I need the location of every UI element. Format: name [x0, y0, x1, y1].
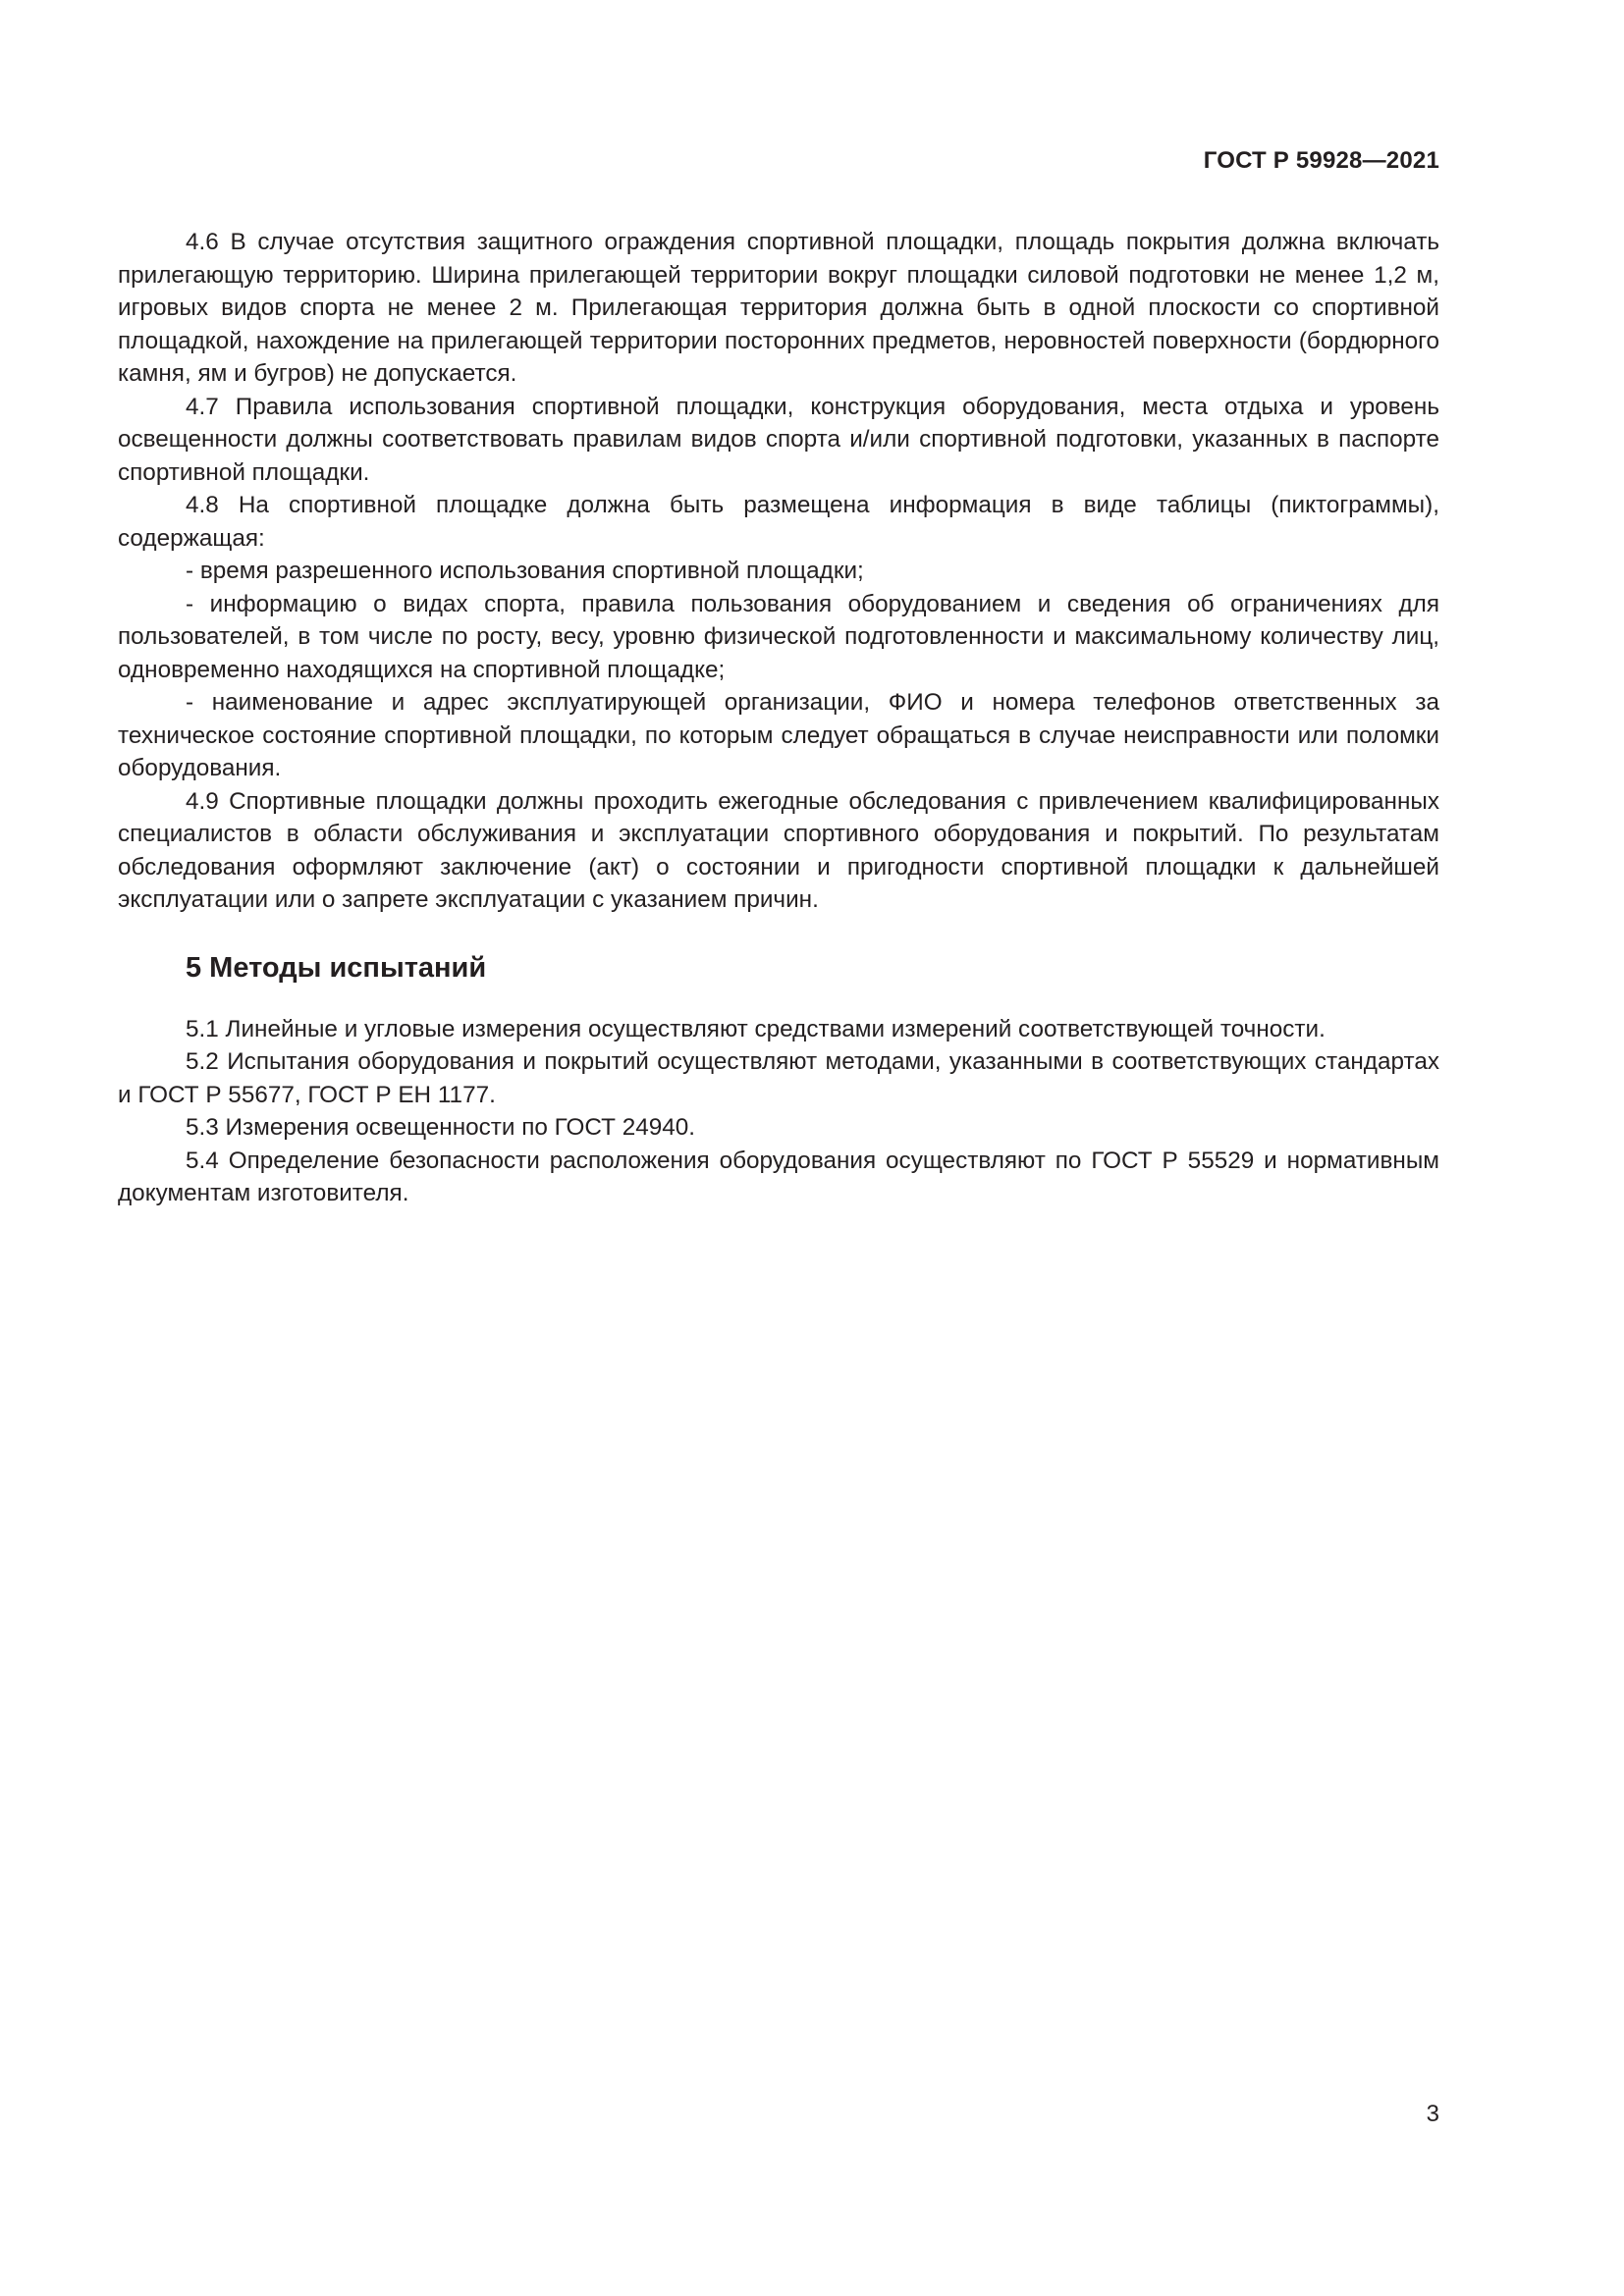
paragraph-5-2: 5.2 Испытания оборудования и покрытий осуществляют методами, указанными в соответствующих стандартах и ГОСТ Р 55677, ГОСТ Р ЕН 1177.: [118, 1048, 1439, 1108]
document-code-header: ГОСТ Р 59928—2021: [1203, 147, 1439, 174]
paragraph-5-1: 5.1 Линейные и угловые измерения осуществляют средствами измерений соответствующей точности.: [186, 1015, 1326, 1042]
paragraph-5-4: 5.4 Определение безопасности расположения оборудования осуществляют по ГОСТ Р 55529 и нормативным документам изготовителя.: [118, 1147, 1439, 1206]
list-item-usage-time: - время разрешенного использования спортивной площадки;: [186, 558, 864, 584]
list-item-sports-info: - информацию о видах спорта, правила пользования оборудованием и сведения об ограничениях для пользователей, в том числе по росту, весу, уровню физической подготовленности и максимальному количеству лиц, одновременно находящихся на спортивной площадке;: [118, 590, 1439, 683]
paragraph-4-7: 4.7 Правила использования спортивной площадки, конструкция оборудования, места отдыха и уровень освещенности должны соответствовать правилам видов спорта и/или спортивной подготовки, указанных в паспорте спортивной площадки.: [118, 393, 1439, 486]
section-5-title: 5 Методы испытаний: [186, 951, 487, 984]
paragraph-4-9: 4.9 Спортивные площадки должны проходить ежегодные обследования с привлечением квалифицированных специалистов в области обслуживания и эксплуатации спортивного оборудования и покрытий. По результатам обследования оформляют заключение (акт) о состоянии и пригодности спортивной площадки к дальнейшей эксплуатации или о запрете эксплуатации с указанием причин.: [118, 787, 1439, 913]
paragraph-4-8: 4.8 На спортивной площадке должна быть размещена информация в виде таблицы (пиктограммы), содержащая:: [118, 492, 1439, 552]
page-content: [118, 226, 1439, 1210]
paragraph-5-3: 5.3 Измерения освещенности по ГОСТ 24940.: [186, 1114, 696, 1141]
page-number: 3: [1426, 2101, 1439, 2127]
paragraph-4-6: 4.6 В случае отсутствия защитного ограждения спортивной площадки, площадь покрытия должна включать прилегающую территорию. Ширина прилегающей территории вокруг площадки силовой подготовки не менее 1,2 м, игровых видов спорта не менее 2 м. Прилегающая территория должна быть в одной плоскости со спортивной площадкой, нахождение на прилегающей территории посторонних предметов, неровностей поверхности (бордюрного камня, ям и бугров) не допускается.: [118, 229, 1439, 387]
list-item-operator-contacts: - наименование и адрес эксплуатирующей организации, ФИО и номера телефонов ответственных за техническое состояние спортивной площадки, по которым следует обращаться в случае неисправности или поломки оборудования.: [118, 689, 1439, 781]
